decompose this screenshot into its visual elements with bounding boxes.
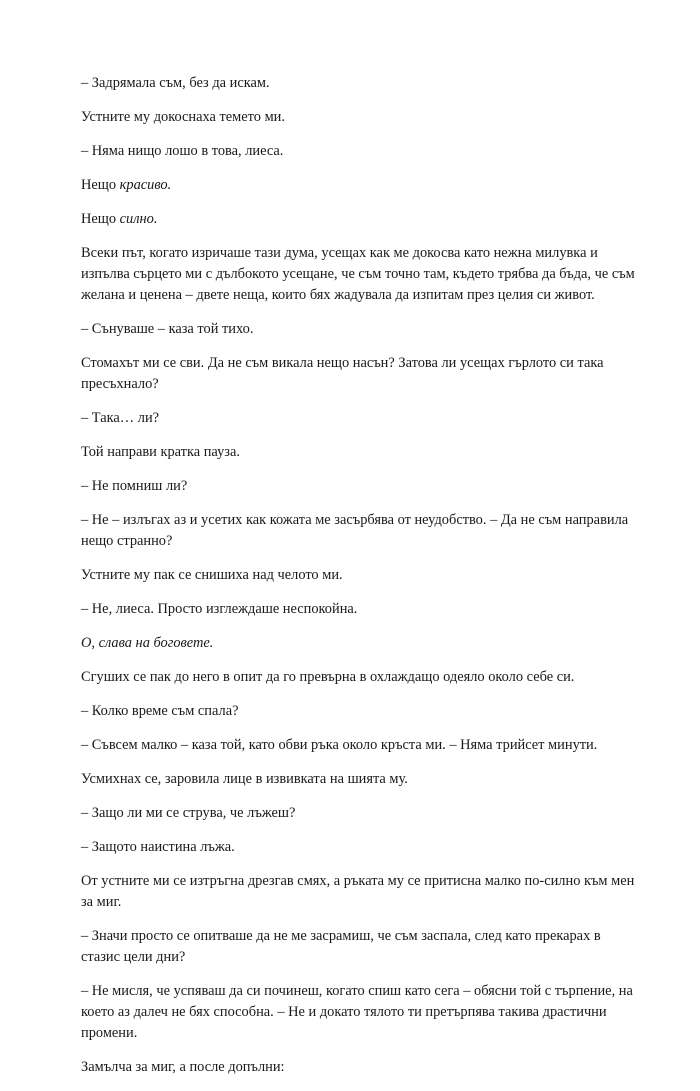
paragraph [81, 209, 641, 230]
text-run: – Не – излъгах аз и усетих как кожата ме засърбява от неудобство. – Да не съм направила нещо странно? [81, 512, 629, 549]
paragraph [81, 175, 641, 196]
paragraph [81, 667, 641, 688]
paragraph [81, 319, 641, 340]
paragraph [81, 871, 641, 913]
text-run: Усмихнах се, заровила лице в извивката на шията му. [81, 771, 408, 787]
text-run: Всеки път, когато изричаше тази дума, усещах как ме докосва като нежна милувка и изпълва сърцето ми с дълбокото усещане, че съм точно там, където трябва да бъда, че съм желана и ценена – двете неща, които бях жадувала да изпитам през целия си живот. [81, 245, 635, 303]
text-run: – Не помниш ли? [81, 478, 188, 494]
text-run: – Колко време съм спала? [81, 703, 239, 719]
text-run: – Сънуваше – каза той тихо. [81, 321, 254, 337]
text-run: – Защо ли ми се струва, че лъжеш? [81, 805, 296, 821]
paragraph [81, 633, 641, 654]
text-run: Нещо [81, 211, 120, 227]
text-run: – Не мисля, че успяваш да си починеш, когато спиш като сега – обясни той с търпение, на което аз далеч не бях способна. – Не и докато тялото ти претърпява такива драстични промени. [81, 983, 633, 1041]
text-run: Той направи кратка пауза. [81, 444, 240, 460]
text-run: Устните му пак се снишиха над челото ми. [81, 567, 343, 583]
text-column [81, 73, 641, 1091]
text-run: Сгуших се пак до него в опит да го превърна в охлаждащо одеяло около себе си. [81, 669, 575, 685]
text-run: – Не, лиеса. Просто изглеждаше неспокойна. [81, 601, 358, 617]
paragraph [81, 735, 641, 756]
paragraph [81, 476, 641, 497]
italic-text: красиво. [119, 177, 172, 193]
paragraph [81, 141, 641, 162]
text-run: – Няма нищо лошо в това, лиеса. [81, 143, 284, 159]
text-run: Нещо [81, 177, 120, 193]
paragraph [81, 599, 641, 620]
text-run: От устните ми се изтръгна дрезгав смях, а ръката му се притисна малко по-силно към мен за миг. [81, 873, 635, 910]
paragraph [81, 243, 641, 306]
italic-text: О, слава на боговете. [81, 635, 214, 651]
text-run: – Защото наистина лъжа. [81, 839, 235, 855]
paragraph [81, 1057, 641, 1078]
italic-text: силно. [119, 211, 158, 227]
text-run: – Значи просто се опитваше да не ме засрамиш, че съм заспала, след като прекарах в стазис цели дни? [81, 928, 601, 965]
paragraph [81, 353, 641, 395]
text-run: Замълча за миг, а после допълни: [81, 1059, 285, 1075]
text-run: Устните му докоснаха темето ми. [81, 109, 285, 125]
paragraph [81, 981, 641, 1044]
paragraph [81, 837, 641, 858]
paragraph [81, 442, 641, 463]
paragraph [81, 510, 641, 552]
text-run: – Задрямала съм, без да искам. [81, 75, 270, 91]
paragraph [81, 408, 641, 429]
text-run: – Така… ли? [81, 410, 160, 426]
text-run: – Съвсем малко – каза той, като обви ръка около кръста ми. – Няма трийсет минути. [81, 737, 598, 753]
paragraph [81, 803, 641, 824]
paragraph [81, 926, 641, 968]
paragraph [81, 107, 641, 128]
paragraph [81, 565, 641, 586]
text-run: Стомахът ми се сви. Да не съм викала нещо насън? Затова ли усещах гърлото си така пресъхнало? [81, 355, 604, 392]
paragraph [81, 769, 641, 790]
paragraph [81, 73, 641, 94]
paragraph [81, 701, 641, 722]
